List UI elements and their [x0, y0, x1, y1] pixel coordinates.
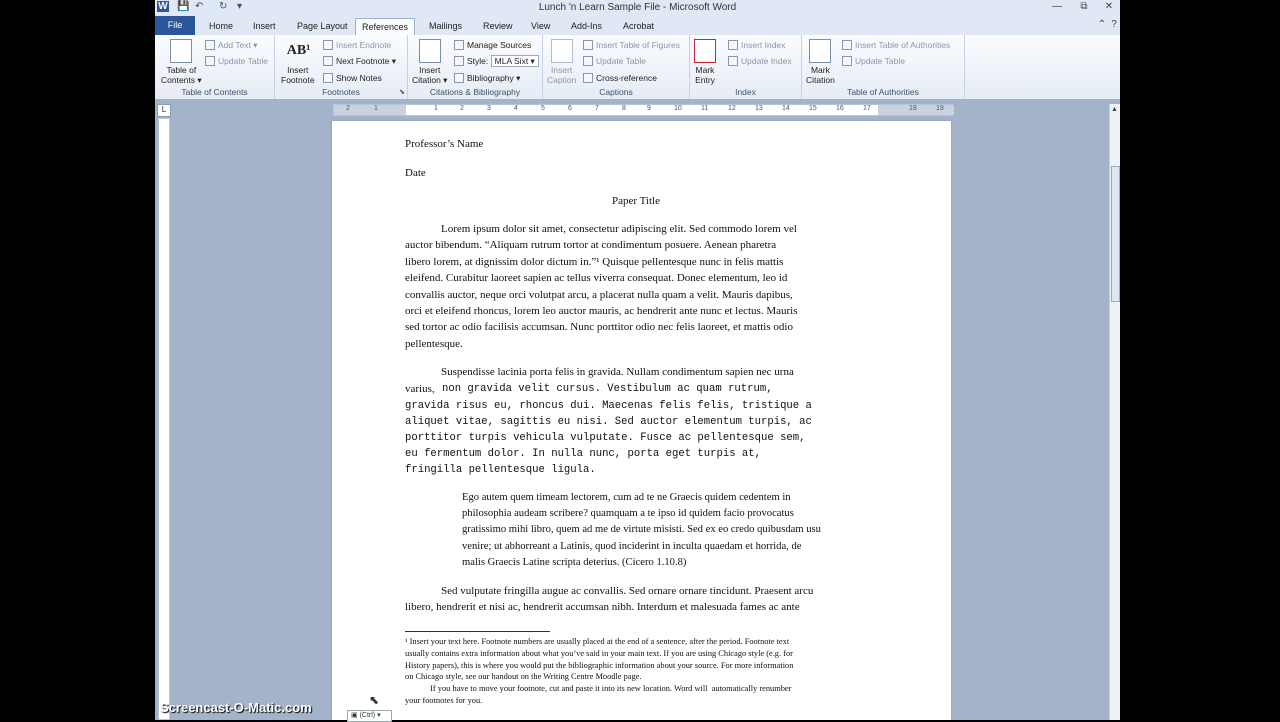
next-footnote-icon: [323, 56, 333, 66]
group-label: Footnotes: [322, 87, 360, 97]
footnote-text[interactable]: ¹ Insert your text here. Footnote numbers are usually placed at the end of a sentence, after the period. Footnote text usually contains extra information about what you’ve said in your main text. If you are using Chicago style (e.g. for History papers), this is where you would put the bibliographic information about your source. For more information on Chicago style, see our handout on the Writing Centre Moodle page. If you have to move your footnote, cut and paste it into its new location. Word will automatically renumber your footnotes for you.: [405, 637, 794, 705]
show-notes-button[interactable]: Show Notes: [323, 72, 382, 84]
tab-page-layout[interactable]: Page Layout: [297, 21, 348, 31]
paste-options-button[interactable]: ▣ (Ctrl) ▾: [347, 710, 392, 722]
mark-citation-button[interactable]: Mark Citation: [806, 39, 835, 85]
vertical-ruler[interactable]: [158, 118, 170, 720]
ruler-number: 12: [728, 105, 736, 112]
ruler-number: 10: [674, 105, 682, 112]
paragraph-2-start: varius,: [405, 383, 435, 395]
tab-references[interactable]: References: [355, 18, 415, 35]
mark-entry-button[interactable]: Mark Entry: [694, 39, 716, 85]
group-footnotes: [275, 35, 408, 99]
screen-border: [1120, 0, 1280, 720]
update-table-captions-button[interactable]: Update Table: [583, 55, 646, 67]
cross-reference-button[interactable]: Cross-reference: [583, 72, 657, 84]
insert-index-icon: [728, 40, 738, 50]
group-table-of-authorities: [802, 35, 965, 99]
word-logo-icon[interactable]: W: [158, 1, 168, 12]
minimize-icon[interactable]: —: [1052, 1, 1062, 12]
tab-file[interactable]: File: [155, 16, 195, 35]
mark-entry-icon: [694, 39, 716, 63]
paragraph-2-first-line: Suspendisse lacinia porta felis in gravida. Nullam condimentum sapien nec urna: [441, 366, 794, 378]
group-citations: [408, 35, 543, 99]
ruler-number: 19: [936, 105, 944, 112]
group-table-of-contents: [155, 35, 275, 99]
update-table-toa-button[interactable]: Update Table: [842, 55, 905, 67]
references-ribbon: [155, 35, 1120, 100]
group-label: Captions: [599, 87, 633, 97]
paragraph-1: Lorem ipsum dolor sit amet, consectetur adipiscing elit. Sed commodo lorem vel auctor bibendum. “Aliquam rutrum tortor at condimentum posuere. Aenean pharetra libero lorem, at dignissim dolor dictum in.”¹ Quisque pellentesque nunc in felis mattis eleifend. Curabitur laoreet sapien ac tellus viverra consequat. Donec elementum, leo id convallis auctor, neque orci volutpat arcu, a placerat nulla quam a velit. Mauris dapibus, orci et eleifend rhoncus, lorem leo auctor mauris, ac hendrerit ante nunc et lectus. Mauris sed tortor ac odio facilisis accumsan. Nunc porttitor odio nec felis laoreet, et mattis odio pellentesque.: [405, 223, 798, 350]
ruler-number: 8: [622, 105, 626, 112]
tab-selector[interactable]: L: [157, 104, 171, 117]
table-of-contents-button[interactable]: Table of Contents ▾: [161, 39, 202, 85]
next-footnote-button[interactable]: Next Footnote ▾: [323, 55, 396, 67]
ruler-number: 9: [647, 105, 651, 112]
ruler-number: 13: [755, 105, 763, 112]
ruler-number: 1: [374, 105, 378, 112]
style-icon: [454, 56, 464, 66]
style-selector[interactable]: Style: MLA Sixt ▾: [454, 55, 539, 67]
update-table-icon: [583, 56, 593, 66]
ruler-number: 3: [487, 105, 491, 112]
word-window: [155, 0, 1120, 720]
tab-acrobat[interactable]: Acrobat: [623, 21, 655, 31]
group-captions: [543, 35, 690, 99]
ruler-number: 16: [836, 105, 844, 112]
insert-footnote-button[interactable]: AB¹ Insert Footnote: [281, 39, 315, 85]
table-of-figures-icon: [583, 40, 593, 50]
bibliography-icon: [454, 73, 464, 83]
document-page[interactable]: [332, 121, 951, 720]
caption-icon: [551, 39, 573, 63]
update-index-icon: [728, 56, 738, 66]
group-label: Table of Authorities: [847, 87, 919, 97]
ruler-number: 15: [809, 105, 817, 112]
mouse-pointer-icon: ⬉: [369, 693, 380, 707]
tab-view[interactable]: View: [531, 21, 551, 31]
group-index: [690, 35, 802, 99]
ruler-number: 7: [595, 105, 599, 112]
citation-icon: [419, 39, 441, 63]
insert-table-of-figures-button[interactable]: Insert Table of Figures: [583, 39, 680, 51]
ruler-number: 2: [460, 105, 464, 112]
insert-table-of-authorities-button[interactable]: Insert Table of Authorities: [842, 39, 950, 51]
clipboard-icon: ▣: [351, 712, 358, 719]
manage-sources-icon: [454, 40, 464, 50]
professor-name: Professor’s Name: [405, 138, 484, 150]
paragraph-2-mono: gravida risus eu, rhoncus dui. Maecenas felis felis, tristique a aliquet vitae, sagittis eu nisi. Sed auctor elementum turpis, ac porttitor turpis vehicula vulputate. Fusce ac pellentesque sem, eu fermentum dolor. In nulla nunc, porta eget turpis at, fringilla pellentesque ligula.: [405, 400, 812, 476]
group-label: Index: [735, 87, 756, 97]
scroll-thumb[interactable]: [1111, 166, 1120, 302]
ruler-number: 5: [541, 105, 545, 112]
scroll-up-icon[interactable]: ▲: [1111, 106, 1118, 113]
update-table-icon: [842, 56, 852, 66]
paper-title: Paper Title: [612, 195, 660, 207]
update-index-button[interactable]: Update Index: [728, 55, 792, 67]
footnote-icon: AB¹: [286, 43, 311, 58]
update-table-toc-button[interactable]: Update Table: [205, 55, 268, 67]
style-dropdown[interactable]: MLA Sixt ▾: [491, 55, 539, 67]
date: Date: [405, 167, 426, 179]
customize-qat-icon[interactable]: ▾: [237, 1, 243, 12]
ruler-number: 6: [568, 105, 572, 112]
insert-caption-button[interactable]: Insert Caption: [547, 39, 576, 85]
insert-endnote-button[interactable]: Insert Endnote: [323, 39, 391, 51]
collapse-ribbon-icon[interactable]: ⌃: [1097, 19, 1107, 30]
endnote-icon: [323, 40, 333, 50]
mark-citation-icon: [809, 39, 831, 63]
update-table-icon: [205, 56, 215, 66]
footnotes-dialog-launcher-icon[interactable]: ⬊: [399, 89, 405, 96]
tab-home[interactable]: Home: [209, 21, 234, 31]
ruler-number: 17: [863, 105, 871, 112]
ruler-number: 1: [434, 105, 438, 112]
watermark: Screencast-O-Matic.com: [160, 700, 312, 715]
ruler-number: 2: [346, 105, 350, 112]
cross-reference-icon: [583, 73, 593, 83]
paragraph-2-mono-first: non gravida velit cursus. Vestibulum ac quam rutrum,: [442, 383, 773, 395]
paragraph-3: Sed vulputate fringilla augue ac convallis. Sed ornare ornare tincidunt. Praesent arcu libero, hendrerit et nisi ac, hendrerit accumsan nibh. Interdum et malesuada fames ac ante: [405, 585, 814, 614]
insert-citation-button[interactable]: Insert Citation ▾: [412, 39, 447, 85]
close-icon[interactable]: ✕: [1104, 1, 1114, 12]
ruler-number: 11: [701, 105, 709, 112]
table-of-authorities-icon: [842, 40, 852, 50]
ruler-left-margin: [334, 105, 406, 115]
tab-insert[interactable]: Insert: [253, 21, 276, 31]
block-quote: Ego autem quem timeam lectorem, cum ad te ne Graecis quidem cedentem in philosophia audeam scribere? quamquam a te ipso id quidem facio provocatus gratissimo mihi libro, quem ad me de virtute misisti. Sed ex eo credo quibusdam usu venire; ut abhorreant a Latinis, quod inciderint in inculta quaedam et horrida, de malis Graecis Latine scripta deterius. (Cicero 1.10.8): [462, 492, 821, 568]
ruler-number: 18: [909, 105, 917, 112]
group-label: Citations & Bibliography: [429, 87, 521, 97]
group-label: Table of Contents: [181, 87, 248, 97]
tab-add-ins[interactable]: Add-Ins: [571, 21, 603, 31]
footnote-separator: [405, 631, 550, 632]
title-bar: [155, 0, 1120, 16]
undo-icon[interactable]: ↶: [195, 1, 204, 12]
vertical-scrollbar[interactable]: [1109, 104, 1120, 720]
ribbon-tabs: [155, 16, 1120, 35]
insert-index-button[interactable]: Insert Index: [728, 39, 785, 51]
save-icon[interactable]: 💾: [177, 1, 190, 12]
help-icon[interactable]: ?: [1111, 19, 1117, 30]
ruler-number: 14: [782, 105, 790, 112]
tab-mailings[interactable]: Mailings: [429, 21, 463, 31]
redo-icon[interactable]: ↻: [219, 1, 228, 12]
tab-review[interactable]: Review: [483, 21, 513, 31]
maximize-icon[interactable]: ⧉: [1080, 1, 1088, 12]
show-notes-icon: [323, 73, 333, 83]
bibliography-button[interactable]: Bibliography ▾: [454, 72, 520, 84]
toc-icon: [170, 39, 192, 63]
manage-sources-button[interactable]: Manage Sources: [454, 39, 531, 51]
add-text-icon: [205, 40, 215, 50]
ruler-number: 4: [514, 105, 518, 112]
window-title: Lunch 'n Learn Sample File - Microsoft Word: [538, 2, 737, 13]
add-text-button[interactable]: Add Text ▾: [205, 39, 258, 51]
horizontal-ruler[interactable]: [333, 104, 953, 116]
